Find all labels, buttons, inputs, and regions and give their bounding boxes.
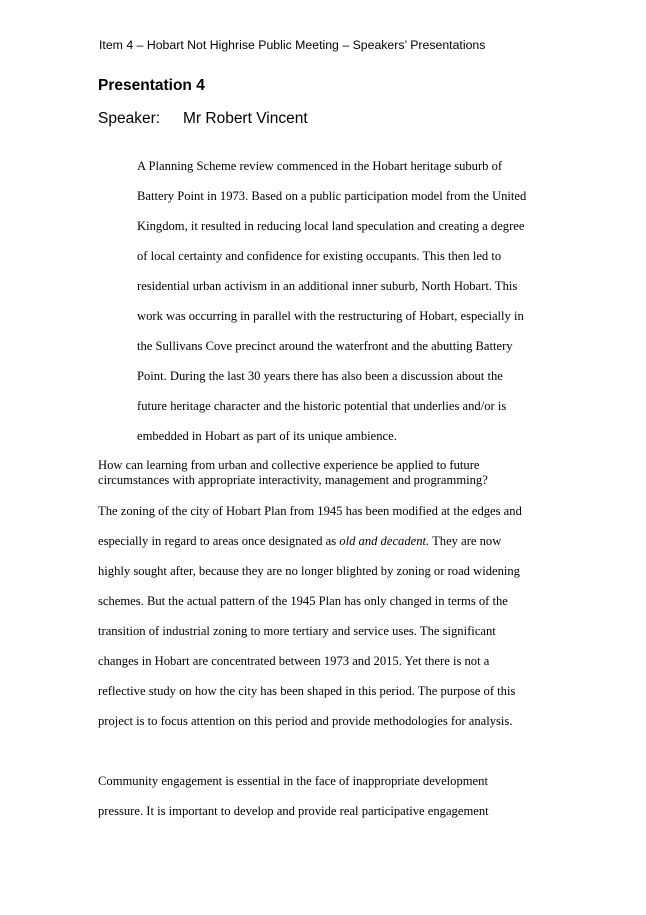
- paragraph-text: especially in regard to areas once designated as: [98, 534, 340, 548]
- presentation-title: Presentation 4: [98, 77, 205, 94]
- document-header: Item 4 – Hobart Not Highrise Public Meeting – Speakers’ Presentations: [99, 38, 486, 52]
- community-paragraph: [98, 766, 489, 826]
- paragraph-line: Community engagement is essential in the face of inappropriate development: [98, 774, 488, 788]
- quote-line: A Planning Scheme review commenced in the Hobart heritage suburb of: [137, 159, 503, 173]
- question-paragraph: [98, 458, 488, 488]
- quote-line: Kingdom, it resulted in reducing local land speculation and creating a degree: [137, 219, 525, 233]
- paragraph-line: project is to focus attention on this period and provide methodologies for analysis.: [98, 714, 513, 728]
- question-line: How can learning from urban and collective experience be applied to future: [98, 458, 480, 472]
- emphasis-text: old and decadent.: [339, 534, 430, 548]
- quote-line: work was occurring in parallel with the restructuring of Hobart, especially in: [137, 309, 524, 323]
- paragraph-line: schemes. But the actual pattern of the 1945 Plan has only changed in terms of the: [98, 594, 508, 608]
- paragraph-line: highly sought after, because they are no longer blighted by zoning or road widening: [98, 564, 520, 578]
- zoning-paragraph: [98, 496, 522, 736]
- paragraph-line: changes in Hobart are concentrated between 1973 and 2015. Yet there is not a: [98, 654, 490, 668]
- quote-line: residential urban activism in an additional inner suburb, North Hobart. This: [137, 279, 518, 293]
- quote-line: of local certainty and confidence for existing occupants. This then led to: [137, 249, 502, 263]
- quote-line: future heritage character and the historic potential that underlies and/or is: [137, 399, 507, 413]
- paragraph-text: They are now: [429, 534, 502, 548]
- paragraph-line: transition of industrial zoning to more tertiary and service uses. The significant: [98, 624, 496, 638]
- paragraph-line: [98, 526, 522, 556]
- question-line: circumstances with appropriate interactivity, management and programming?: [98, 473, 488, 487]
- indented-quote: [137, 151, 526, 451]
- speaker-row: [98, 110, 308, 128]
- quote-line: embedded in Hobart as part of its unique ambience.: [137, 429, 397, 443]
- quote-line: Point. During the last 30 years there has also been a discussion about the: [137, 369, 503, 383]
- paragraph-line: pressure. It is important to develop and provide real participative engagement: [98, 804, 489, 818]
- speaker-label: Speaker:: [98, 110, 161, 127]
- quote-line: Battery Point in 1973. Based on a public participation model from the United: [137, 189, 527, 203]
- paragraph-line: The zoning of the city of Hobart Plan from 1945 has been modified at the edges and: [98, 504, 522, 518]
- paragraph-line: reflective study on how the city has been shaped in this period. The purpose of this: [98, 684, 516, 698]
- quote-line: the Sullivans Cove precinct around the waterfront and the abutting Battery: [137, 339, 513, 353]
- speaker-name: Mr Robert Vincent: [183, 110, 308, 127]
